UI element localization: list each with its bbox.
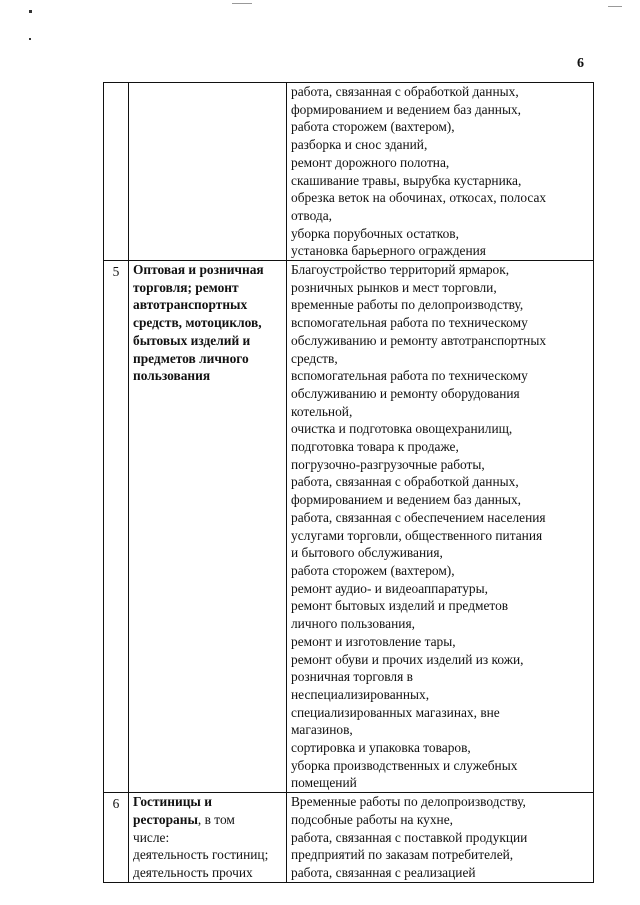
text-line: предприятий по заказам потребителей, (291, 847, 514, 863)
scan-speck (232, 3, 252, 4)
text-line: сортировка и упаковка товаров, (291, 740, 471, 756)
text-line: бытовых изделий и (133, 332, 251, 348)
table-row (104, 83, 594, 261)
text-line: отвода, (291, 207, 333, 223)
text-line: скашивание травы, вырубка кустарника, (291, 172, 522, 188)
text-line: работа, связанная с обработкой данных, (291, 474, 519, 490)
text-line: погрузочно-разгрузочные работы, (291, 456, 485, 472)
text-line: обслуживанию и ремонту оборудования (291, 385, 520, 401)
works-cell (287, 83, 594, 261)
text-line: специализированных магазинах, вне (291, 704, 500, 720)
text-line: очистка и подготовка овощехранилищ, (291, 421, 513, 437)
text-line: ремонт дорожного полотна, (291, 154, 450, 170)
text-line: Оптовая и розничная (133, 262, 264, 278)
sector-line: Гостиницы и (133, 794, 212, 810)
text-line: неспециализированных, (291, 686, 430, 702)
text-line: работа, связанная с обработкой данных, (291, 84, 519, 99)
text-line: ремонт обуви и прочих изделий из кожи, (291, 651, 524, 667)
text-line: обрезка веток на обочинах, откосах, полосах (291, 190, 547, 206)
text-line: Благоустройство территорий ярмарок, (291, 262, 510, 278)
text-line: работа сторожем (вахтером), (291, 562, 455, 578)
text-line: предметов личного (133, 350, 249, 366)
text-line: работа, связанная с поставкой продукции (291, 829, 528, 845)
text-line: работа сторожем (вахтером), (291, 119, 455, 135)
text-line: уборка порубочных остатков, (291, 225, 459, 241)
works-cell (287, 261, 594, 793)
text-line: услугами торговли, общественного питания (291, 527, 543, 543)
text-line: котельной, (291, 403, 353, 419)
row-number (104, 83, 129, 261)
page-number: 6 (577, 56, 584, 71)
row-number: 5 (104, 261, 129, 793)
sector-cell (129, 261, 287, 793)
text-line: разборка и снос зданий, (291, 137, 428, 153)
text-line: и бытового обслуживания, (291, 545, 443, 561)
text-line: вспомогательная работа по техническому (291, 315, 528, 331)
sector-line: деятельность прочих (133, 864, 253, 880)
sector-bold-part: рестораны (133, 811, 198, 827)
occupation-table (103, 82, 594, 883)
row-number: 6 (104, 793, 129, 883)
text-line: установка барьерного ограждения (291, 243, 486, 259)
sector-cell (129, 83, 287, 261)
table-row (104, 793, 594, 883)
sector-line: деятельность гостиниц; (133, 847, 269, 863)
text-line: магазинов, (291, 722, 353, 738)
text-line: уборка производственных и служебных (291, 757, 518, 773)
text-line: пользования (133, 368, 211, 384)
text-line: работа, связанная с обеспечением населения (291, 509, 546, 525)
table-row (104, 261, 594, 793)
scan-speck (608, 6, 622, 7)
scan-speck (29, 38, 31, 40)
works-cell (287, 793, 594, 883)
text-line: средств, (291, 350, 338, 366)
sector-line (133, 811, 282, 829)
text-line: розничных рынков и мест торговли, (291, 279, 497, 295)
text-line: личного пользования, (291, 616, 415, 632)
text-line: ремонт и изготовление тары, (291, 633, 456, 649)
text-line: автотранспортных (133, 297, 248, 313)
text-line: подготовка товара к продаже, (291, 439, 459, 455)
text-line: Временные работы по делопроизводству, (291, 794, 526, 810)
text-line: помещений (291, 775, 357, 791)
text-line: формированием и ведением баз данных, (291, 101, 521, 117)
text-line: работа, связанная с реализацией (291, 864, 476, 880)
sector-plain-part: , в том (197, 811, 235, 827)
text-line: обслуживанию и ремонту автотранспортных (291, 332, 547, 348)
text-line: торговля; ремонт (133, 279, 239, 295)
text-line: формированием и ведением баз данных, (291, 492, 521, 508)
text-line: временные работы по делопроизводству, (291, 297, 524, 313)
sector-cell (129, 793, 287, 883)
text-line: ремонт бытовых изделий и предметов (291, 598, 509, 614)
text-line: розничная торговля в (291, 669, 413, 685)
sector-line: числе: (133, 829, 170, 845)
scan-speck (29, 10, 32, 13)
text-line: ремонт аудио- и видеоаппаратуры, (291, 580, 488, 596)
text-line: подсобные работы на кухне, (291, 811, 453, 827)
text-line: средств, мотоциклов, (133, 315, 262, 331)
text-line: вспомогательная работа по техническому (291, 368, 528, 384)
